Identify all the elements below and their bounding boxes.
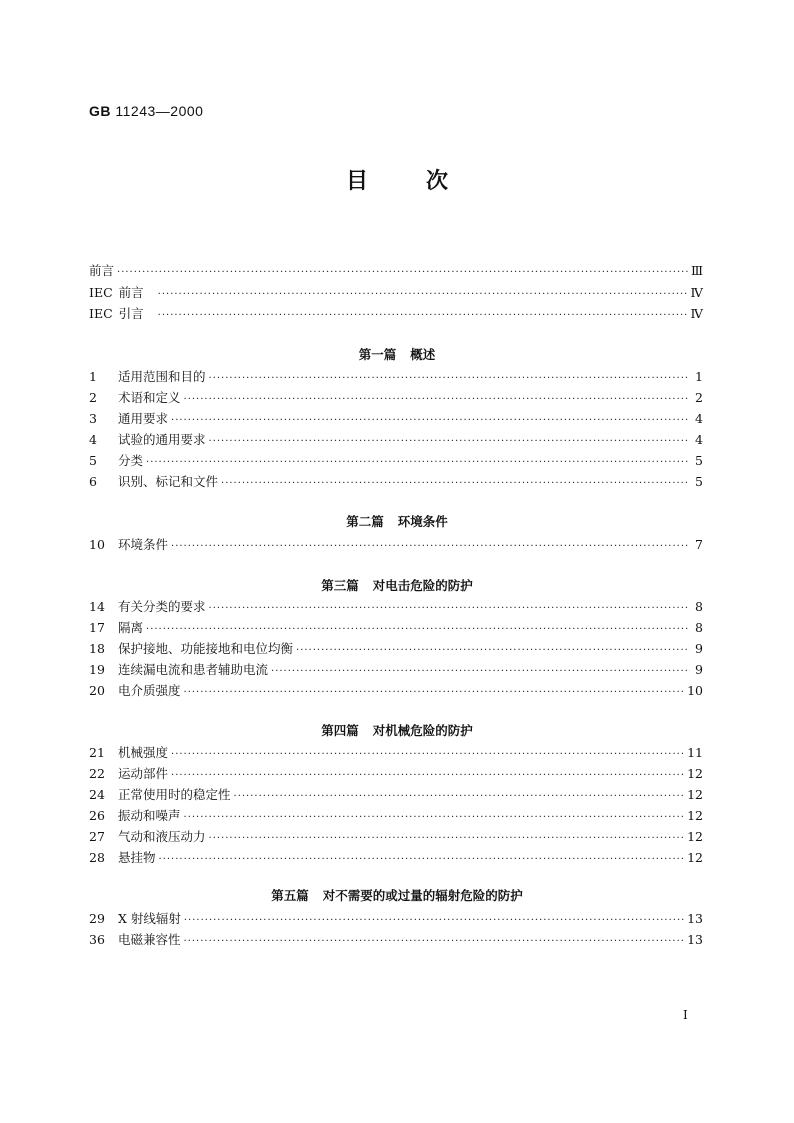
toc-entry-label: 气动和液压动力	[118, 829, 206, 844]
toc-entry-number: 19	[89, 662, 105, 677]
toc-row[interactable]	[89, 639, 703, 659]
toc-row[interactable]	[89, 681, 703, 701]
toc-entry-label: 前言	[118, 285, 144, 300]
toc-entry-number: 24	[89, 787, 105, 802]
toc-entry-label: 电磁兼容性	[118, 932, 181, 947]
toc-entry-page: 1	[695, 369, 703, 384]
dot-leader	[221, 474, 690, 494]
toc-entry-label: 试验的通用要求	[118, 432, 206, 447]
toc-entry-page: 7	[695, 537, 703, 552]
dot-leader	[209, 369, 690, 389]
part-heading	[0, 576, 794, 594]
dot-leader	[171, 745, 684, 765]
toc-row[interactable]	[89, 785, 703, 805]
part-title: 对不需要的或过量的辐射危险的防护	[322, 888, 523, 903]
toc-entry-page: Ⅳ	[690, 306, 703, 321]
toc-entry-number: 29	[89, 911, 105, 926]
toc-entry-page: 4	[695, 432, 703, 447]
toc-entry-label: 运动部件	[118, 766, 169, 781]
toc-entry-number: 28	[89, 850, 105, 865]
toc-entry-label: 悬挂物	[118, 850, 156, 865]
dot-leader	[159, 850, 685, 870]
toc-entry-page: 8	[695, 599, 703, 614]
toc-entry-page: 13	[687, 911, 703, 926]
toc-entry-prefix: IEC	[89, 285, 113, 300]
toc-row-iec-foreword[interactable]	[89, 283, 703, 303]
toc-entry-number: 18	[89, 641, 105, 656]
dot-leader	[184, 683, 685, 703]
toc-entry-label: 机械强度	[118, 745, 169, 760]
toc-entry-page: 10	[687, 683, 703, 698]
dot-leader	[171, 411, 690, 431]
dot-leader	[209, 599, 690, 619]
toc-entry-page: 13	[687, 932, 703, 947]
toc-entry-label: 通用要求	[118, 411, 169, 426]
dot-leader	[184, 808, 685, 828]
dot-leader	[158, 306, 688, 326]
toc-row[interactable]	[89, 451, 703, 471]
dot-leader	[209, 432, 690, 452]
toc-row[interactable]	[89, 430, 703, 450]
dot-leader	[117, 263, 688, 283]
footer-page-number: I	[683, 1008, 688, 1022]
part-number: 第三篇	[321, 578, 359, 593]
dot-leader	[171, 766, 684, 786]
dot-leader	[234, 787, 685, 807]
dot-leader	[184, 390, 690, 410]
toc-entry-label: X 射线辐射	[118, 911, 181, 926]
toc-entry-number: 17	[89, 620, 105, 635]
toc-entry-page: 12	[687, 808, 703, 823]
toc-entry-number: 22	[89, 766, 105, 781]
dot-leader	[184, 911, 684, 931]
toc-entry-page: 4	[695, 411, 703, 426]
standard-number: 11243—2000	[115, 103, 204, 119]
part-title: 环境条件	[397, 514, 448, 529]
dot-leader	[296, 641, 690, 661]
toc-entry-label: 前言	[89, 263, 115, 278]
toc-entry-prefix: IEC	[89, 306, 113, 321]
toc-entry-label: 引言	[118, 306, 144, 321]
toc-row-foreword[interactable]	[89, 261, 703, 281]
part-title: 对机械危险的防护	[372, 723, 473, 738]
toc-row[interactable]	[89, 909, 703, 929]
toc-row[interactable]	[89, 388, 703, 408]
toc-row[interactable]	[89, 535, 703, 555]
toc-row[interactable]	[89, 930, 703, 950]
toc-entry-page: 2	[695, 390, 703, 405]
toc-entry-label: 保护接地、功能接地和电位均衡	[118, 641, 294, 656]
toc-entry-page: Ⅳ	[690, 285, 703, 300]
part-number: 第五篇	[271, 888, 309, 903]
part-title: 概述	[410, 347, 436, 362]
toc-entry-page: 5	[695, 474, 703, 489]
toc-entry-page: Ⅲ	[690, 263, 703, 278]
standard-code	[89, 103, 203, 119]
toc-entry-page: 12	[687, 787, 703, 802]
toc-entry-page: 5	[695, 453, 703, 468]
toc-entry-label: 适用范围和目的	[118, 369, 206, 384]
standard-prefix: GB	[89, 103, 111, 119]
toc-entry-number: 21	[89, 745, 105, 760]
part-heading	[0, 886, 794, 904]
toc-entry-label: 隔离	[118, 620, 144, 635]
dot-leader	[209, 829, 685, 849]
toc-entry-label: 环境条件	[118, 537, 169, 552]
toc-entry-number: 4	[89, 432, 97, 447]
toc-entry-number: 10	[89, 537, 105, 552]
toc-row[interactable]	[89, 743, 703, 763]
toc-row[interactable]	[89, 827, 703, 847]
toc-row[interactable]	[89, 660, 703, 680]
toc-entry-page: 11	[687, 745, 703, 760]
toc-entry-label: 有关分类的要求	[118, 599, 206, 614]
toc-entry-number: 36	[89, 932, 105, 947]
toc-row-iec-introduction[interactable]	[89, 304, 703, 324]
toc-entry-label: 电介质强度	[118, 683, 181, 698]
toc-entry-number: 27	[89, 829, 105, 844]
dot-leader	[184, 932, 685, 952]
toc-row[interactable]	[89, 848, 703, 868]
toc-row[interactable]	[89, 618, 703, 638]
dot-leader	[271, 662, 690, 682]
page-title: 目次	[345, 169, 506, 194]
dot-leader	[146, 620, 690, 640]
toc-entry-label: 连续漏电流和患者辅助电流	[118, 662, 269, 677]
toc-entry-page: 12	[687, 829, 703, 844]
part-number: 第二篇	[346, 514, 384, 529]
toc-entry-page: 12	[687, 766, 703, 781]
toc-row[interactable]	[89, 806, 703, 826]
toc-row[interactable]	[89, 472, 703, 492]
part-number: 第一篇	[358, 347, 397, 362]
dot-leader	[146, 453, 690, 473]
toc-entry-number: 5	[89, 453, 97, 468]
toc-entry-page: 8	[695, 620, 703, 635]
dot-leader	[171, 537, 690, 557]
toc-entry-page: 12	[687, 850, 703, 865]
toc-entry-number: 6	[89, 474, 97, 489]
toc-entry-number: 20	[89, 683, 105, 698]
toc-entry-page: 9	[695, 662, 703, 677]
toc-row[interactable]	[89, 764, 703, 784]
toc-row[interactable]	[89, 409, 703, 429]
toc-entry-label: 振动和噪声	[118, 808, 181, 823]
part-heading	[0, 512, 794, 530]
part-title: 对电击危险的防护	[372, 578, 473, 593]
toc-entry-number: 2	[89, 390, 97, 405]
part-heading	[0, 721, 794, 739]
toc-row[interactable]	[89, 597, 703, 617]
toc-entry-number: 26	[89, 808, 105, 823]
toc-entry-label: 识别、标记和文件	[118, 474, 219, 489]
dot-leader	[158, 285, 688, 305]
toc-entry-label: 术语和定义	[118, 390, 181, 405]
toc-entry-label: 分类	[118, 453, 144, 468]
part-number: 第四篇	[321, 723, 359, 738]
toc-entry-page: 9	[695, 641, 703, 656]
toc-entry-number: 3	[89, 411, 97, 426]
part-heading	[0, 345, 794, 363]
toc-entry-label: 正常使用时的稳定性	[118, 787, 231, 802]
toc-row[interactable]	[89, 367, 703, 387]
toc-entry-number: 1	[89, 369, 97, 384]
toc-entry-number: 14	[89, 599, 105, 614]
